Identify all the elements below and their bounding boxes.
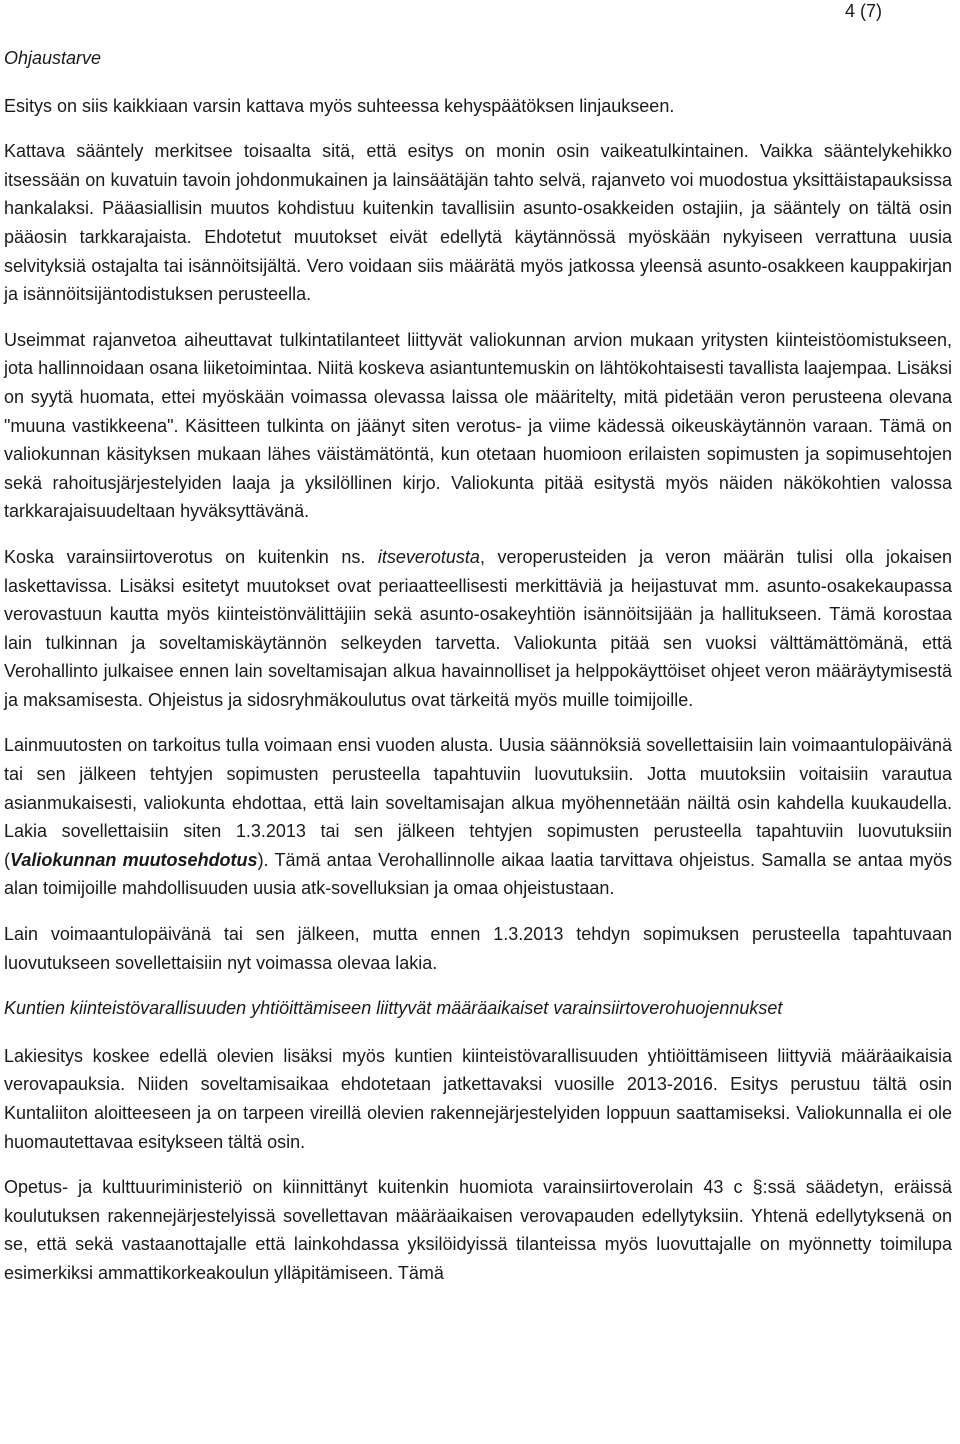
section-heading-kuntien: Kuntien kiinteistövarallisuuden yhtiöittämiseen liittyvät määräaikaiset varainsiirtoverohuojennukset	[4, 998, 783, 1019]
paragraph-4-emphasis: itseverotusta	[377, 546, 480, 567]
document-body	[4, 44, 952, 1305]
paragraph-5-text-b: ). Tämä antaa Verohallinnolle aikaa laatia tarvittava ohjeistus. Samalla se antaa myös alan toimijoille mahdollisuuden uusia atk-sovelluksian ja omaa ohjeistustaan.	[4, 849, 953, 899]
paragraph-4-text-a: Koska varainsiirtoverotus on kuitenkin ns.	[4, 546, 378, 567]
paragraph-8: Opetus- ja kulttuuriministeriö on kiinnittänyt kuitenkin huomiota varainsiirtoverolain 43 c §:ssä säädetyn, eräissä koulutuksen rakennejärjestelyissä sovellettavan määräaikaisen verovapauden edellytyksiin. Yhtenä edellytyksenä on se, että sekä vastaanottajalle että lainkohdassa yksilöidyissä tilanteissa myös luovuttajalle on myönnetty toimilupa esimerkiksi ammattikorkeakoulun ylläpitämiseen. Tämä	[4, 1177, 952, 1283]
paragraph-4-text-b: , veroperusteiden ja veron määrän tulisi olla jokaisen laskettavissa. Lisäksi esitetyt muutokset ovat periaatteellisesti merkittäviä ja heijastuvat mm. asunto-osakekaupassa verovastuun kautta myös kiinteistönvälittäjiin sekä asunto-osakeyhtiön isännöitsijään ja hallitukseen. Tämä korostaa lain tulkinnan ja soveltamiskäytännön selkeyden tarvetta. Valiokunta pitää sen vuoksi välttämättömänä, että Verohallinto julkaisee ennen lain soveltamisajan alkua havainnolliset ja helppokäyttöiset ohjeet veron määräytymisestä ja maksamisesta. Ohjeistus ja sidosryhmäkoulutus ovat tärkeitä myös muille toimijoille.	[4, 546, 952, 710]
paragraph-6: Lain voimaantulopäivänä tai sen jälkeen, mutta ennen 1.3.2013 tehdyn sopimuksen perusteella tapahtuvaan luovutukseen sovellettaisiin nyt voimassa olevaa lakia.	[4, 924, 952, 973]
paragraph-5-emphasis: Valiokunnan muutosehdotus	[10, 849, 258, 870]
section-heading-ohjaustarve: Ohjaustarve	[4, 48, 102, 68]
page-number: 4 (7)	[844, 1, 882, 21]
paragraph-5	[4, 731, 952, 903]
paragraph-5-text-a: Lainmuutosten on tarkoitus tulla voimaan ensi vuoden alusta. Uusia säännöksiä sovellettaisiin lain voimaantulopäivänä tai sen jälkeen tehtyjen sopimusten perusteella tapahtuviin luovutuksiin. Jotta muutoksiin voitaisiin varautua asianmukaisesti, valiokunta ehdottaa, että lain soveltamisajan alkua myöhennetään näiltä osin kahdella kuukaudella. Lakia sovellettaisiin siten 1.3.2013 tai sen jälkeen tehtyjen sopimusten perusteella tapahtuviin luovutuksiin (	[4, 735, 952, 870]
paragraph-1: Esitys on siis kaikkiaan varsin kattava myös suhteessa kehyspäätöksen linjaukseen.	[4, 95, 675, 116]
paragraph-3: Useimmat rajanvetoa aiheuttavat tulkintatilanteet liittyvät valiokunnan arvion mukaan yritysten kiinteistöomistukseen, jota hallinnoidaan osana liiketoimintaa. Niitä koskeva asiantuntemuskin on lähtökohtaisesti tavallista laajempaa. Lisäksi on syytä huomata, ettei myöskään voimassa olevassa laissa ole määritelty, mitä pidetään veron perusteena olevana "muuna vastikkeena". Käsitteen tulkinta on jäänyt siten verotus- ja viime kädessä oikeuskäytännön varaan. Tämä on valiokunnan käsityksen mukaan lähes väistämätöntä, kun otetaan huomioon erilaisten sopimusten ja sopimusehtojen sekä rahoitusjärjestelyiden laaja ja yksilöllinen kirjo. Valiokunta pitää esitystä myös näiden näkökohtien valossa tarkkarajaisuudeltaan hyväksyttävänä.	[4, 329, 952, 522]
paragraph-4	[4, 543, 952, 715]
paragraph-7: Lakiesitys koskee edellä olevien lisäksi myös kuntien kiinteistövarallisuuden yhtiöittämiseen liittyviä määräaikaisia verovapauksia. Niiden soveltamisaikaa ehdotetaan jatkettavaksi vuosille 2013-2016. Esitys perustuu tältä osin Kuntaliiton aloitteeseen ja on tarpeen vireillä olevien rakennejärjestelyiden loppuun saattamiseksi. Valiokunnalla ei ole huomautettavaa esitykseen tältä osin.	[4, 1045, 952, 1152]
paragraph-2: Kattava sääntely merkitsee toisaalta sitä, että esitys on monin osin vaikeatulkintainen. Vaikka sääntelykehikko itsessään on kuvatuin tavoin johdonmukainen ja lainsäätäjän tahto selvä, rajanveto voi muodostua yksittäistapauksissa hankalaksi. Pääasiallisin muutos kohdistuu kuitenkin tavallisiin asunto-osakkeiden ostajiin, ja sääntely on tältä osin pääosin tarkkarajaista. Ehdotetut muutokset eivät edellytä käytännössä myöskään nykyiseen verrattuna uusia selvityksiä ostajalta tai isännöitsijältä. Vero voidaan siis määrätä myös jatkossa yleensä asunto-osakkeen kauppakirjan ja isännöitsijäntodistuksen perusteella.	[4, 141, 952, 305]
